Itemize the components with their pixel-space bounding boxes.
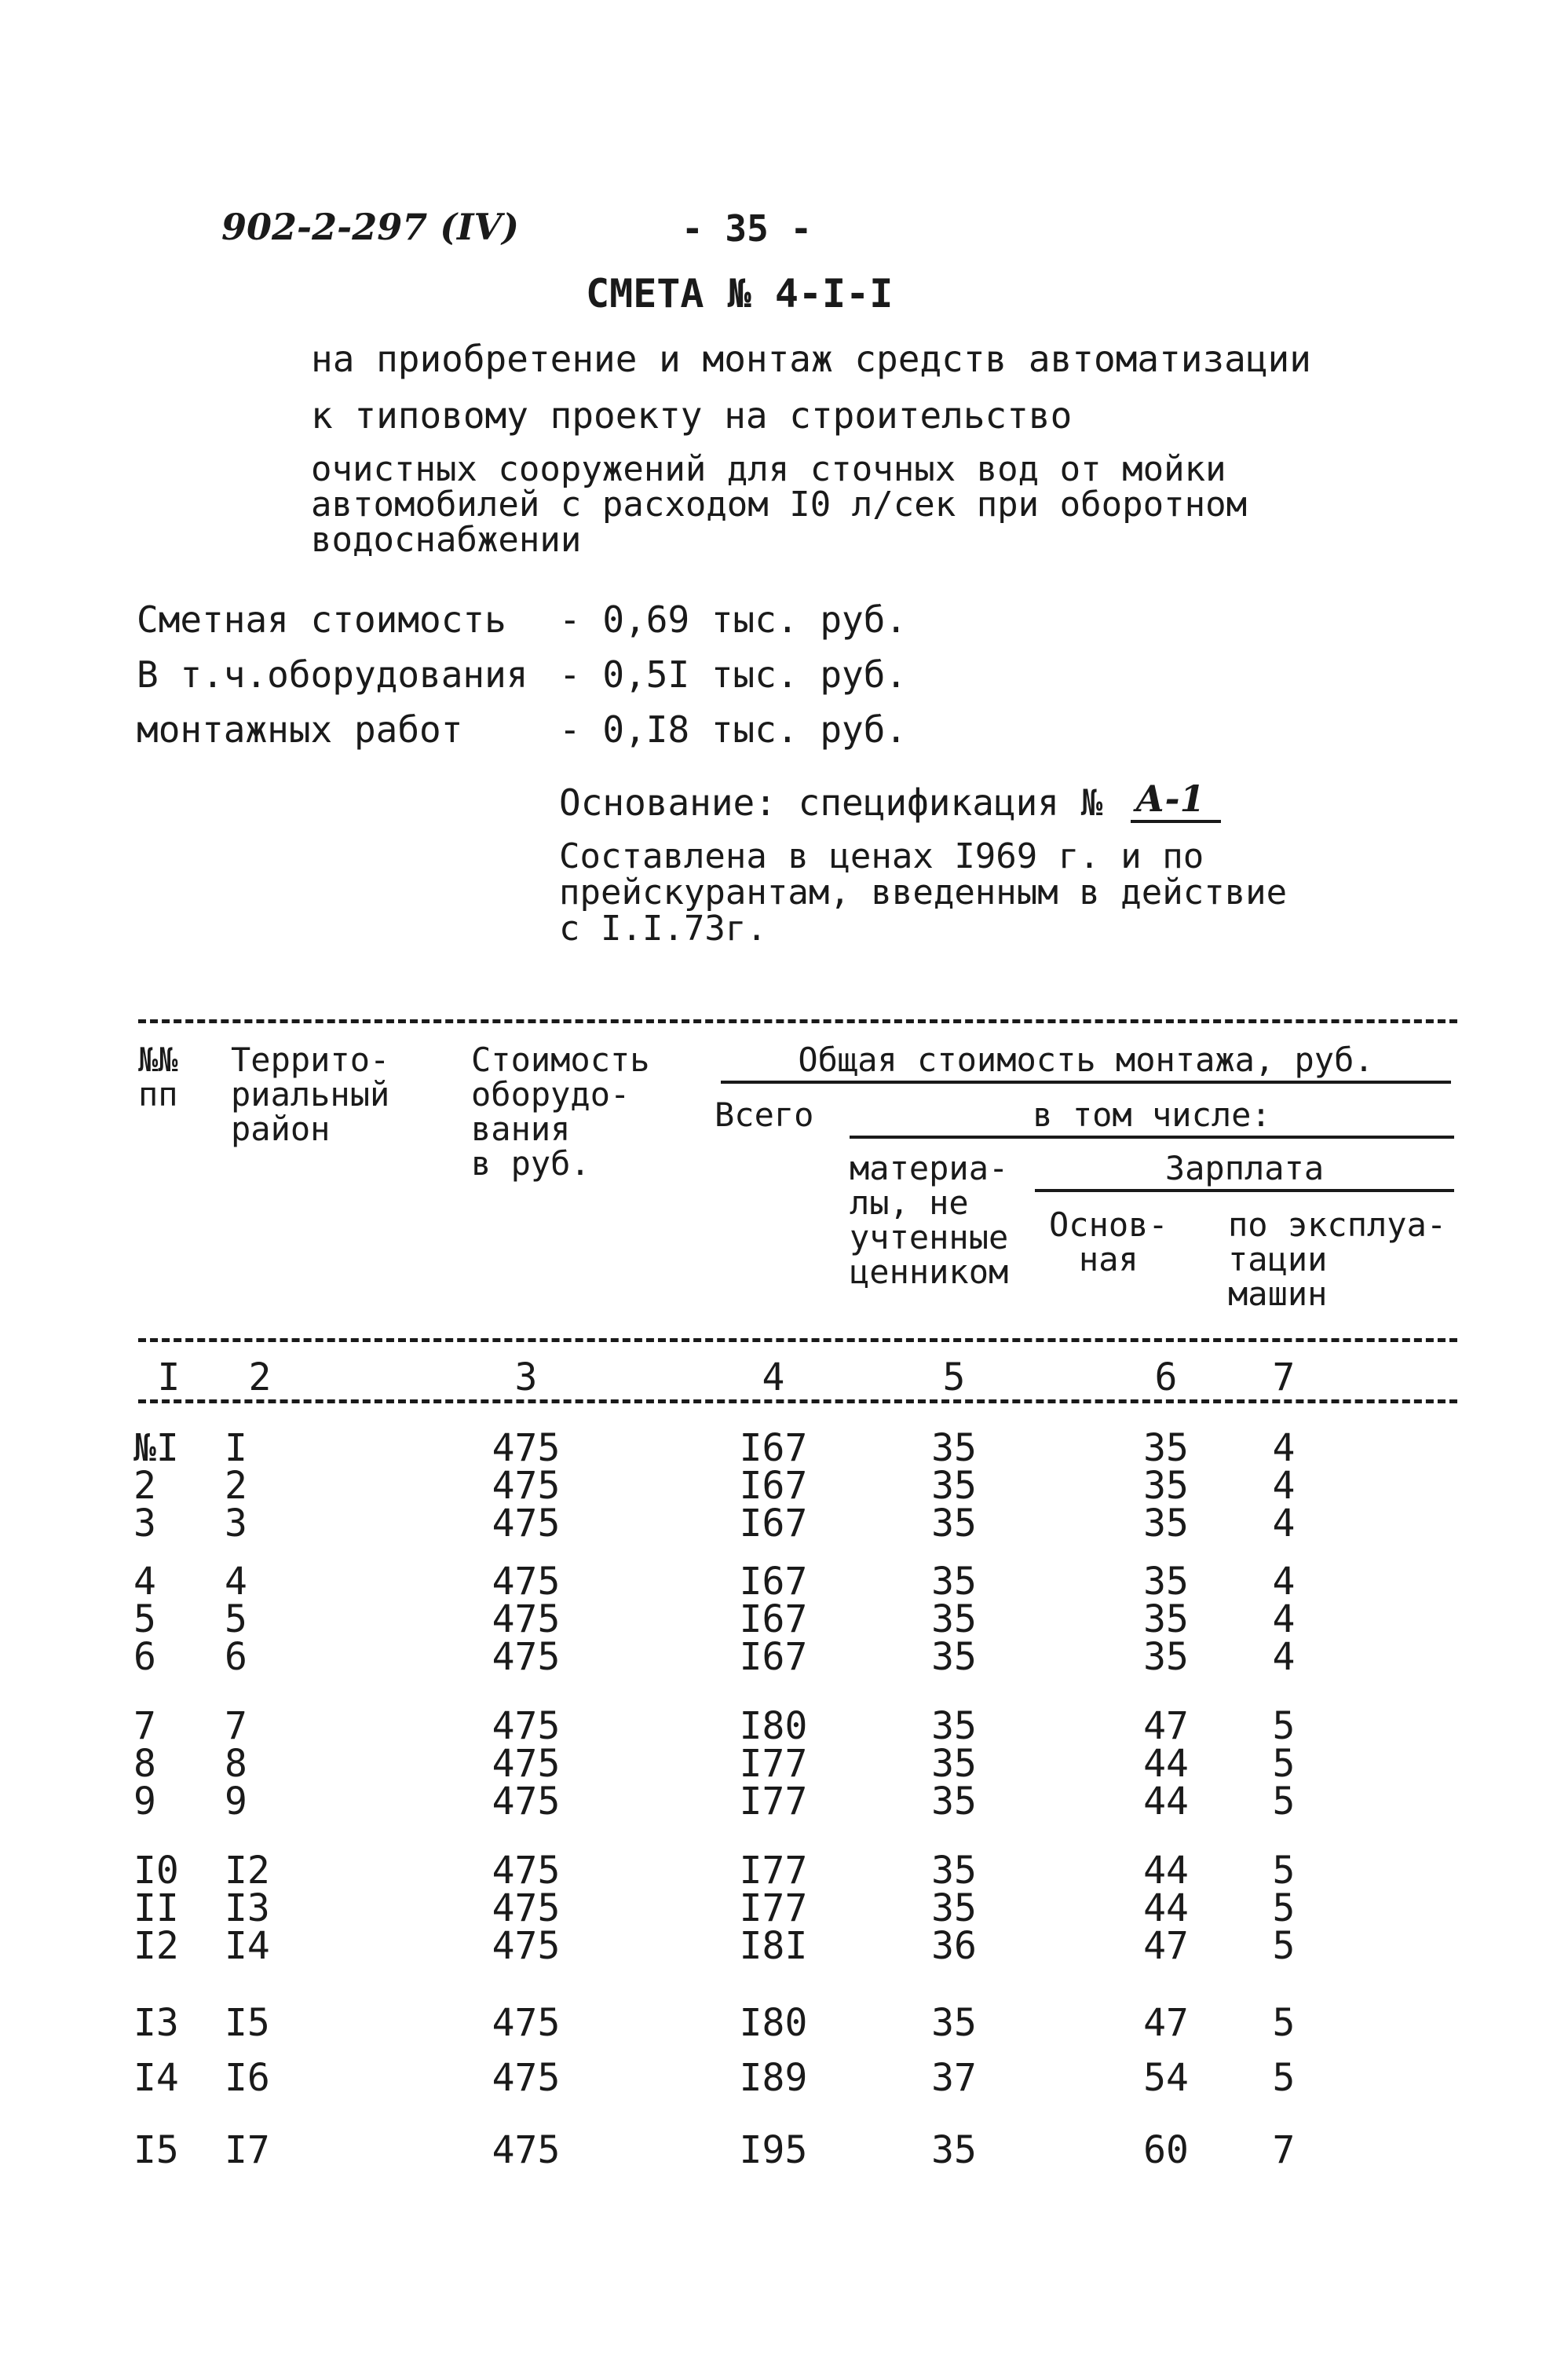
cell-salary-basic: 35 <box>1143 1502 1189 1545</box>
header-total-group-rule <box>721 1081 1451 1084</box>
cell-salary-basic: 44 <box>1143 1886 1189 1930</box>
page-number: - 35 - <box>682 207 813 250</box>
estimate-title: СМЕТА № 4-I-I <box>586 271 894 316</box>
column-number-3: 3 <box>514 1355 538 1399</box>
cell-materials: 35 <box>931 2128 977 2172</box>
basis-line-2: прейскурантам, введенным в действие <box>559 872 1288 913</box>
cell-row-number: 2 <box>133 1464 156 1508</box>
cell-salary-basic: 35 <box>1143 1426 1189 1470</box>
cell-row-number: I2 <box>133 1924 179 1968</box>
column-number-2: 2 <box>248 1355 272 1399</box>
basis-line-1: Составлена в ценах I969 г. и по <box>559 836 1204 876</box>
cell-row-number: №I <box>133 1426 179 1470</box>
header-salary-group-rule <box>1035 1189 1454 1192</box>
column-number-1: I <box>157 1355 181 1399</box>
cell-salary-machines: 4 <box>1272 1635 1296 1679</box>
cell-equipment-cost: 475 <box>492 1780 561 1823</box>
cell-salary-basic: 47 <box>1143 2001 1189 2045</box>
cell-salary-machines: 4 <box>1272 1426 1296 1470</box>
cost-label-equipment: В т.ч.оборудования <box>137 653 528 696</box>
document-code: 902-2-297 (IV) <box>221 206 519 248</box>
cell-salary-basic: 35 <box>1143 1560 1189 1604</box>
cell-salary-machines: 5 <box>1272 1886 1296 1930</box>
cell-row-number: I0 <box>133 1849 179 1893</box>
cell-region: I2 <box>225 1849 270 1893</box>
column-numbers-rule <box>138 1399 1457 1403</box>
basis-label: Основание: спецификация № <box>559 781 1103 824</box>
title-line-5: водоснабжении <box>311 520 582 560</box>
cell-equipment-cost: 475 <box>492 1849 561 1893</box>
cell-region: I6 <box>225 2056 270 2100</box>
cell-equipment-cost: 475 <box>492 1924 561 1968</box>
cell-salary-basic: 35 <box>1143 1635 1189 1679</box>
cell-salary-machines: 5 <box>1272 1780 1296 1823</box>
cell-total-cost: I77 <box>739 1849 808 1893</box>
cell-materials: 36 <box>931 1924 977 1968</box>
title-line-1: на приобретение и монтаж средств автоматизации <box>311 338 1311 380</box>
cell-region: I4 <box>225 1924 270 1968</box>
cell-salary-machines: 5 <box>1272 2001 1296 2045</box>
cell-salary-machines: 5 <box>1272 1924 1296 1968</box>
cell-salary-machines: 4 <box>1272 1502 1296 1545</box>
cell-materials: 35 <box>931 1464 977 1508</box>
cell-total-cost: I77 <box>739 1886 808 1930</box>
cell-region: 6 <box>225 1635 247 1679</box>
cell-salary-machines: 4 <box>1272 1597 1296 1641</box>
cell-total-cost: I80 <box>739 1704 808 1748</box>
cell-salary-machines: 5 <box>1272 1849 1296 1893</box>
cell-materials: 35 <box>931 2001 977 2045</box>
cell-row-number: I4 <box>133 2056 179 2100</box>
header-region: Террито- риальный район <box>231 1041 390 1148</box>
cell-equipment-cost: 475 <box>492 1635 561 1679</box>
cell-total-cost: I8I <box>739 1924 808 1968</box>
cell-equipment-cost: 475 <box>492 1742 561 1786</box>
cell-materials: 35 <box>931 1886 977 1930</box>
cell-equipment-cost: 475 <box>492 1560 561 1604</box>
cell-total-cost: I67 <box>739 1560 808 1604</box>
cell-equipment-cost: 475 <box>492 2128 561 2172</box>
cell-salary-basic: 47 <box>1143 1704 1189 1748</box>
header-num: №№ пп <box>138 1041 178 1114</box>
column-number-6: 6 <box>1154 1355 1178 1399</box>
cell-materials: 35 <box>931 1742 977 1786</box>
cell-total-cost: I67 <box>739 1635 808 1679</box>
cell-region: 8 <box>225 1742 247 1786</box>
header-total: Всего <box>715 1096 814 1134</box>
header-incl: в том числе: <box>1033 1096 1271 1134</box>
cell-region: I <box>225 1426 247 1470</box>
cell-materials: 35 <box>931 1426 977 1470</box>
cell-equipment-cost: 475 <box>492 1704 561 1748</box>
header-salary-basic: Основ- ная <box>1049 1205 1168 1278</box>
cell-region: 9 <box>225 1780 247 1823</box>
cost-label-total: Сметная стоимость <box>137 598 506 641</box>
cell-row-number: I3 <box>133 2001 179 2045</box>
cell-materials: 35 <box>931 1849 977 1893</box>
cell-total-cost: I77 <box>739 1742 808 1786</box>
cell-equipment-cost: 475 <box>492 1426 561 1470</box>
cell-row-number: 3 <box>133 1502 156 1545</box>
cell-total-cost: I89 <box>739 2056 808 2100</box>
header-bottom-rule <box>138 1338 1457 1342</box>
cell-equipment-cost: 475 <box>492 2056 561 2100</box>
cell-salary-machines: 5 <box>1272 1704 1296 1748</box>
cell-region: 2 <box>225 1464 247 1508</box>
cost-value-equipment: - 0,5I тыс. руб. <box>559 653 908 696</box>
cell-region: I3 <box>225 1886 270 1930</box>
cell-salary-basic: 47 <box>1143 1924 1189 1968</box>
cell-row-number: 8 <box>133 1742 156 1786</box>
cell-salary-basic: 44 <box>1143 1849 1189 1893</box>
cell-equipment-cost: 475 <box>492 1597 561 1641</box>
cell-total-cost: I77 <box>739 1780 808 1823</box>
cell-materials: 35 <box>931 1597 977 1641</box>
cell-row-number: 9 <box>133 1780 156 1823</box>
header-salary-group: Зарплата <box>1164 1149 1325 1187</box>
header-total-group: Общая стоимость монтажа, руб. <box>798 1041 1374 1079</box>
cell-region: 7 <box>225 1704 247 1748</box>
cell-row-number: 5 <box>133 1597 156 1641</box>
cell-salary-basic: 35 <box>1143 1464 1189 1508</box>
basis-line-3: с I.I.73г. <box>559 909 767 949</box>
cell-salary-machines: 7 <box>1272 2128 1296 2172</box>
column-number-7: 7 <box>1272 1355 1296 1399</box>
cell-materials: 35 <box>931 1560 977 1604</box>
cell-salary-basic: 54 <box>1143 2056 1189 2100</box>
title-line-3: очистных сооружений для сточных вод от мойки <box>311 449 1226 489</box>
column-number-4: 4 <box>762 1355 785 1399</box>
title-line-2: к типовому проекту на строительство <box>311 394 1073 437</box>
cell-total-cost: I95 <box>739 2128 808 2172</box>
cell-materials: 35 <box>931 1704 977 1748</box>
cell-salary-basic: 44 <box>1143 1780 1189 1823</box>
cell-region: 4 <box>225 1560 247 1604</box>
cell-salary-basic: 44 <box>1143 1742 1189 1786</box>
cell-salary-machines: 5 <box>1272 1742 1296 1786</box>
cell-salary-machines: 4 <box>1272 1560 1296 1604</box>
cell-region: I7 <box>225 2128 270 2172</box>
cell-row-number: I5 <box>133 2128 179 2172</box>
cell-equipment-cost: 475 <box>492 1464 561 1508</box>
cell-total-cost: I67 <box>739 1464 808 1508</box>
cell-materials: 35 <box>931 1635 977 1679</box>
cell-materials: 35 <box>931 1780 977 1823</box>
cell-row-number: II <box>133 1886 179 1930</box>
cost-value-installation: - 0,I8 тыс. руб. <box>559 708 908 751</box>
specification-number: А-1 <box>1131 777 1221 823</box>
cell-salary-basic: 60 <box>1143 2128 1189 2172</box>
header-incl-rule <box>850 1136 1454 1139</box>
cost-value-total: - 0,69 тыс. руб. <box>559 598 908 641</box>
cell-total-cost: I80 <box>739 2001 808 2045</box>
cell-equipment-cost: 475 <box>492 1502 561 1545</box>
cell-region: 3 <box>225 1502 247 1545</box>
header-materials: материа- лы, не учтенные ценником <box>850 1149 1009 1291</box>
cell-total-cost: I67 <box>739 1597 808 1641</box>
cell-total-cost: I67 <box>739 1502 808 1545</box>
cell-row-number: 6 <box>133 1635 156 1679</box>
cell-total-cost: I67 <box>739 1426 808 1470</box>
header-equipment: Стоимость оборудо- вания в руб. <box>471 1041 650 1183</box>
cell-row-number: 4 <box>133 1560 156 1604</box>
cell-region: 5 <box>225 1597 247 1641</box>
cell-materials: 35 <box>931 1502 977 1545</box>
header-salary-machines: по эксплуа- тации машин <box>1228 1205 1447 1313</box>
cost-label-installation: монтажных работ <box>137 708 463 751</box>
cell-materials: 37 <box>931 2056 977 2100</box>
cell-row-number: 7 <box>133 1704 156 1748</box>
cell-equipment-cost: 475 <box>492 2001 561 2045</box>
column-number-5: 5 <box>942 1355 966 1399</box>
table-top-rule <box>138 1019 1457 1023</box>
cell-salary-basic: 35 <box>1143 1597 1189 1641</box>
cell-region: I5 <box>225 2001 270 2045</box>
cell-salary-machines: 4 <box>1272 1464 1296 1508</box>
cell-salary-machines: 5 <box>1272 2056 1296 2100</box>
title-line-4: автомобилей с расходом I0 л/сек при оборотном <box>311 485 1248 525</box>
cell-equipment-cost: 475 <box>492 1886 561 1930</box>
